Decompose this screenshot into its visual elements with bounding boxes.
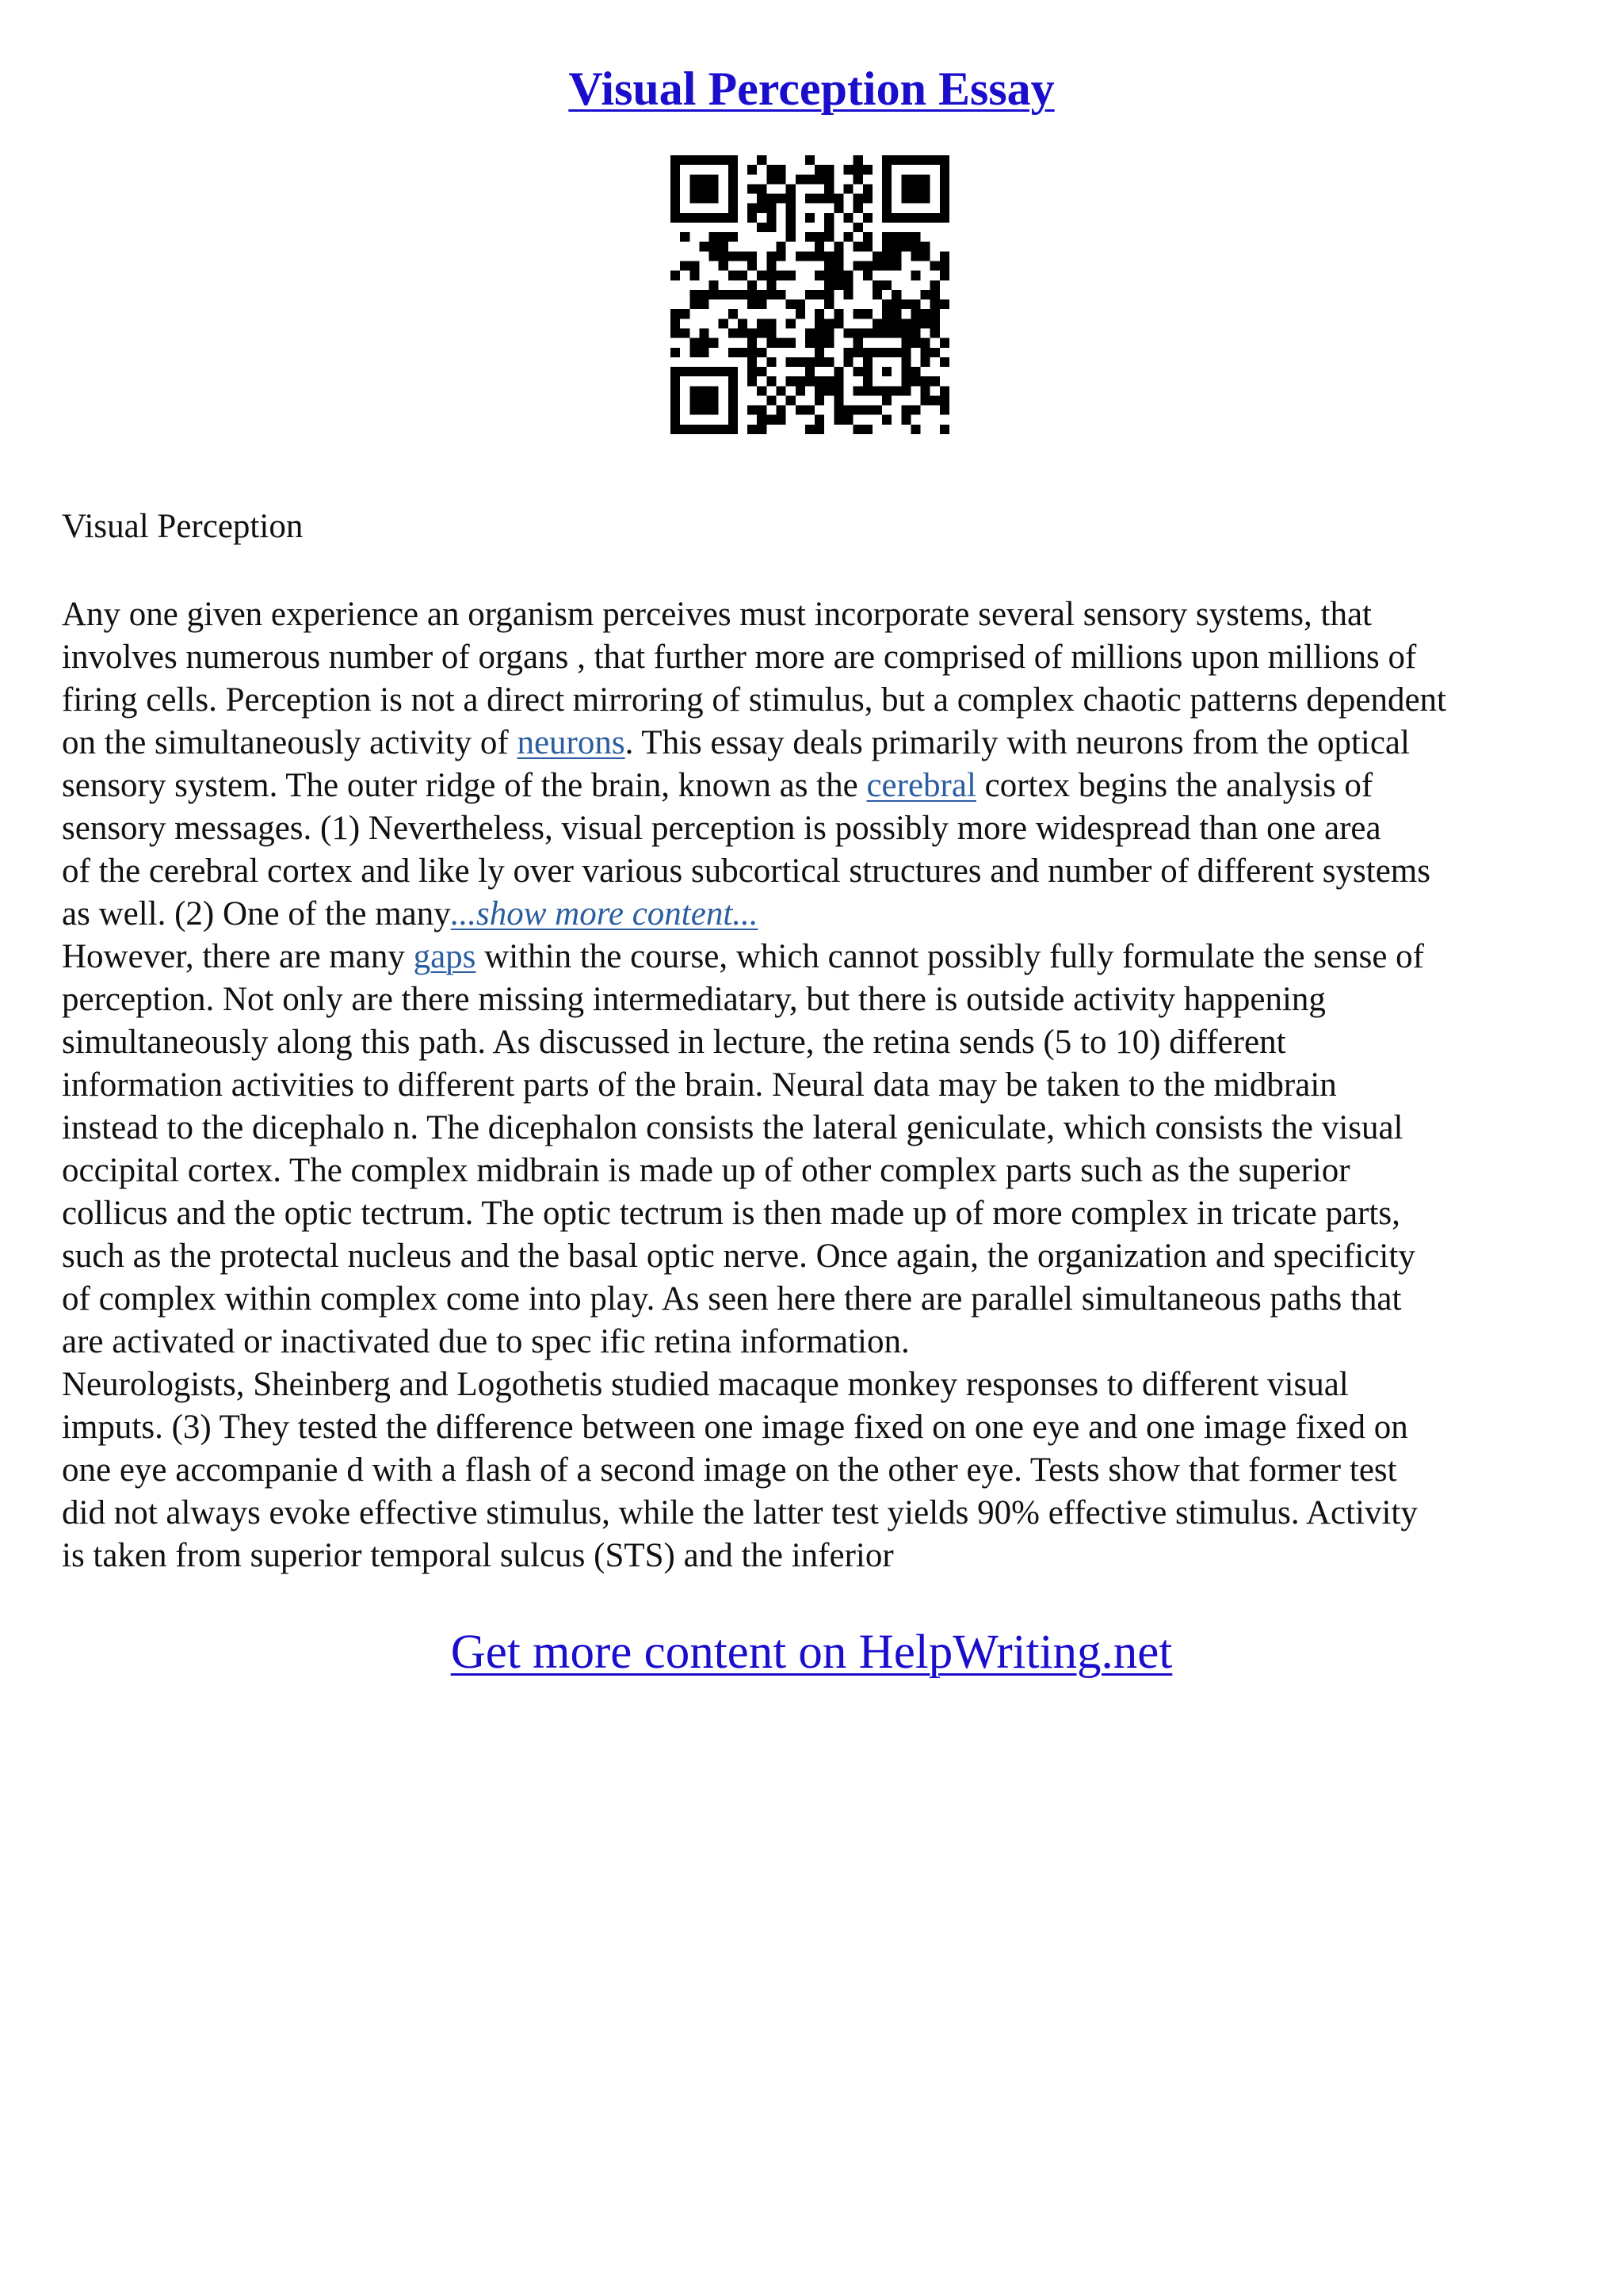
- text-segment: on the simultaneously activity of: [62, 724, 517, 761]
- title-link[interactable]: Visual Perception Essay: [568, 63, 1055, 115]
- text-segment: as well. (2) One of the many: [62, 895, 451, 933]
- text-line: information activities to different parts of the brain. Neural data may be taken to the midbrain: [62, 1066, 1337, 1104]
- text-line: [62, 893, 758, 936]
- text-line: involves numerous number of organs , that further more are comprised of millions upon millions of: [62, 639, 1417, 676]
- text-line: occipital cortex. The complex midbrain is made up of other complex parts such as the superior: [62, 1152, 1350, 1189]
- text-line: are activated or inactivated due to spec ific retina information.: [62, 1323, 910, 1360]
- text-line: did not always evoke effective stimulus, while the latter test yields 90% effective stimulus. Activity: [62, 1494, 1418, 1531]
- text-line: Neurologists, Sheinberg and Logothetis studied macaque monkey responses to different visual: [62, 1366, 1349, 1403]
- text-line: is taken from superior temporal sulcus (STS) and the inferior: [62, 1537, 894, 1574]
- helpwriting-link[interactable]: Get more content on HelpWriting.net: [450, 1626, 1173, 1679]
- text-segment: sensory system. The outer ridge of the brain, known as the: [62, 767, 867, 804]
- neurons-link[interactable]: neurons: [517, 724, 625, 761]
- text-line: simultaneously along this path. As discussed in lecture, the retina sends (5 to 10) different: [62, 1024, 1286, 1061]
- text-line: instead to the dicephalo n. The dicephalon consists the lateral geniculate, which consists the visual: [62, 1109, 1403, 1146]
- text-line: sensory messages. (1) Nevertheless, visual perception is possibly more widespread than one area: [62, 810, 1381, 847]
- text-line: imputs. (3) They tested the difference between one image fixed on one eye and one image fixed on: [62, 1409, 1408, 1446]
- text-segment: within the course, which cannot possibly fully formulate the sense of: [475, 938, 1424, 975]
- text-segment: However, there are many: [62, 938, 414, 975]
- gaps-link[interactable]: gaps: [413, 938, 476, 975]
- text-line: perception. Not only are there missing intermediatary, but there is outside activity happening: [62, 981, 1326, 1018]
- text-line: collicus and the optic tectrum. The optic tectrum is then made up of more complex in tricate parts,: [62, 1195, 1400, 1232]
- text-line: Any one given experience an organism perceives must incorporate several sensory systems, that: [62, 596, 1373, 633]
- text-segment: cortex begins the analysis of: [976, 767, 1373, 804]
- footer: [0, 1621, 1623, 1684]
- text-line: [62, 722, 1410, 765]
- text-line: firing cells. Perception is not a direct mirroring of stimulus, but a complex chaotic patterns dependent: [62, 681, 1447, 719]
- cerebral-link[interactable]: cerebral: [866, 767, 976, 804]
- text-line: [62, 765, 1373, 807]
- qr-code-icon: [670, 155, 949, 434]
- text-line: of the cerebral cortex and like ly over various subcortical structures and number of different systems: [62, 852, 1430, 890]
- page-title: [0, 55, 1623, 122]
- essay-subtitle: Visual Perception: [62, 508, 304, 545]
- text-line: of complex within complex come into play. As seen here there are parallel simultaneous paths that: [62, 1280, 1402, 1318]
- text-segment: . This essay deals primarily with neurons from the optical: [624, 724, 1410, 761]
- show-more-link[interactable]: ...show more content...: [450, 895, 758, 933]
- text-line: one eye accompanie d with a flash of a second image on the other eye. Tests show that former test: [62, 1451, 1397, 1489]
- text-line: such as the protectal nucleus and the basal optic nerve. Once again, the organization and specificity: [62, 1238, 1415, 1275]
- text-line: [62, 936, 1424, 978]
